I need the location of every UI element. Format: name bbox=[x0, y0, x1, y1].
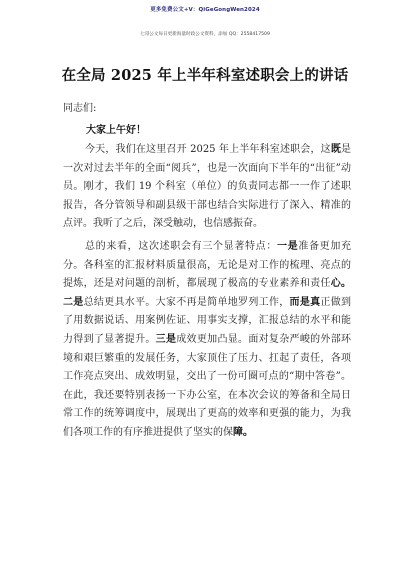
paragraph-1-bold-1: 既 bbox=[330, 144, 342, 155]
paragraph-2-text-2: 准备更加充分。各科室的汇报材料质量很高，无论是对工作的梳理、亮点的提炼，还是对问题的剖析，都展现了极高的专业素养和责任 bbox=[63, 241, 352, 290]
greeting: 大家上午好！ bbox=[86, 125, 146, 136]
paragraph-2-text-3: 总结更具水平。大家不再是简单地罗列工作， bbox=[83, 296, 290, 308]
header-note: 七哥公文每日更新海量时政公文资料，添加 QQ：2558417509 bbox=[140, 32, 270, 37]
salutation: 同志们: bbox=[63, 103, 97, 114]
paragraph-1 bbox=[63, 141, 351, 234]
paragraph-2-bold-5: 障。 bbox=[233, 426, 253, 438]
paragraph-2-bold-2: 心。二是 bbox=[63, 278, 352, 308]
paragraph-2 bbox=[63, 238, 351, 443]
paragraph-1-text-2: 是一次对过去半年的全面“阅兵”，也是一次面向下半年的“出征”动员。刚才，我们 19 个科室（单位）的负责同志都一一作了述职报告，各分管领导和副县级干部也结合实际进行了深入、精准的点评。我听了之后，深受触动，也信感振奋。 bbox=[63, 144, 352, 230]
paragraph-2-bold-3: 而是真 bbox=[289, 296, 321, 308]
paragraph-2-text-5: 成效更加凸显。面对复杂严峻的外部环境和艰巨繁重的发展任务，大家顶住了压力、扛起了责任，各项工作亮点突出、成效明显，交出了一份可圈可点的“期中答卷”。在此，我还要特别表扬一下办公室，在本次会议的筹备和全局日常工作的统筹调度中，展现出了更高的效率和更强的能力，为我们各项工作的有序推进提供了坚实的保 bbox=[63, 333, 352, 438]
paragraph-2-text-1: 总的来看，这次述职会有三个显著特点： bbox=[85, 241, 277, 252]
paragraph-1-text-1: 今天，我们在这里召开 2025 年上半年科室述职会，这 bbox=[85, 144, 331, 155]
top-banner: 更多免费公文+V：QiGeGongWen2024 bbox=[150, 7, 260, 13]
paragraph-2-bold-1: 一是 bbox=[277, 241, 299, 252]
document-title: 在全局 2025 年上半年科室述职会上的讲话 bbox=[61, 67, 349, 84]
paragraph-2-text-4: 正做到了用数据说话、用案例佐证、用事实支撑，汇报总结的水平和能力得到了显著提升。 bbox=[63, 296, 352, 345]
paragraph-2-bold-4: 三是 bbox=[155, 333, 177, 345]
